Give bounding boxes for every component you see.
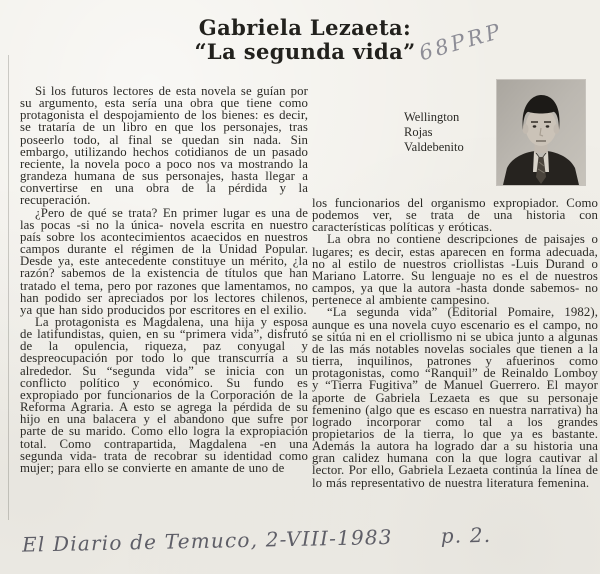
article-column-right xyxy=(312,197,598,489)
paragraph-evaluation: “La segunda vida” (Editorial Pomaire, 1982), aunque es una novela cuyo escenario es el campo, no se sitúa ni en el criollismo ni se ubica junto a algunas de las más notables novelas sociales que tienen a la tierra, inquilinos, patrones y afuerinos como protagonistas, como “Ranquil” de Reinaldo Lomboy y “Tierra Fugitiva” de Manuel Guerrero. El mayor aporte de Gabriela Lezaeta es que su personaje femenino (algo que es escaso en nuestra narrativa) ha logrado incorporar como tal a los grandes propietarios de la tierra, lo que ya es bastante. Además la autora ha logrado dar a su historia una gran calidez humana con la que logra cautivar al lector. Por ello, Gabriela Lezaeta continúa la línea de lo más representativo de nuestra literatura femenina. xyxy=(312,305,598,490)
handwritten-archive-code: 68PRP xyxy=(416,18,506,66)
photo-caption-line3: Valdebenito xyxy=(404,140,464,154)
handwritten-page-number: p. 2. xyxy=(440,522,492,548)
article-title-line2: “La segunda vida” xyxy=(194,39,416,64)
article-title-line1: Gabriela Lezaeta: xyxy=(198,15,412,40)
paragraph-style: La obra no contiene descripciones de paisajes o lugares; es decir, estas aparecen en forma adecuada, no al estilo de nuestros criollistas -Luis Durand o Mariano Latorre. Su lenguaje no es el de nuestros campos, ya que la autora -hasta donde sabemos- no pertenece al ambiente campesino. xyxy=(312,232,598,308)
handwritten-source-text: El Diario de Temuco, 2-VIII-1983 xyxy=(21,524,393,557)
article-column-left xyxy=(20,85,308,474)
paragraph-continuation: los funcionarios del organismo expropiador. Como podemos ver, se trata de una historia con características políticas y eróticas. xyxy=(312,196,598,235)
article-title xyxy=(145,16,465,64)
portrait-photo-illustration xyxy=(497,80,585,185)
paragraph-context: ¿Pero de qué se trata? En primer lugar es una de las pocas -si no la única- novela escrita en nuestro país sobre los acontecimientos acaecidos en nuestros campos durante el régimen de la Unidad Popular. Desde ya, este antecedente constituye un mérito, ¿la razón? sabemos de la existencia de títulos que han tratado el tema, pero por razones que lamentamos, no han podido ser apreciados por los lectores chilenos, ya que han sido producidos por escritores en el exilio. xyxy=(20,205,308,317)
photo-caption xyxy=(404,110,496,155)
photo-caption-line2: Rojas xyxy=(404,125,433,139)
scan-edge-line xyxy=(8,55,9,520)
paragraph-protagonist: La protagonista es Magdalena, una hija y esposa de latifundistas, quien, en su “primera vida”, disfrutó de la opulencia, riqueza, paz conyugal y despreocupación por todo lo que transcurría a su alrededor. Su “segunda vida” se inicia con un conflicto político y económico. Su fundo es expropiado por funcionarios de la Corporación de la Reforma Agraria. A esto se agrega la pérdida de su hijo en una balacera y el abandono que sufre por parte de su marido. Como ello logra la expropiación total. Como contrapartida, Magdalena -en una segunda vida- trata de recobrar su identidad como mujer; para ello se convierte en amante de uno de xyxy=(20,314,308,475)
handwritten-source-note xyxy=(22,521,562,556)
photo-caption-line1: Wellington xyxy=(404,110,460,124)
paragraph-intro: Si los futuros lectores de esta novela se guían por su argumento, esta sería una obra que tiene como protagonista el despojamiento de los bienes: es decir, se trataría de un libro en que los personajes, tras poseerlo todo, al final se quedan sin nada. Sin embargo, utilizando hechos cotidianos de un pasado reciente, la novela poco a poco nos va mostrando la grandeza humana de sus personajes, hasta llegar a convertirse en una obra de la pérdida y la recuperación. xyxy=(20,84,308,208)
portrait-photo xyxy=(497,80,585,185)
